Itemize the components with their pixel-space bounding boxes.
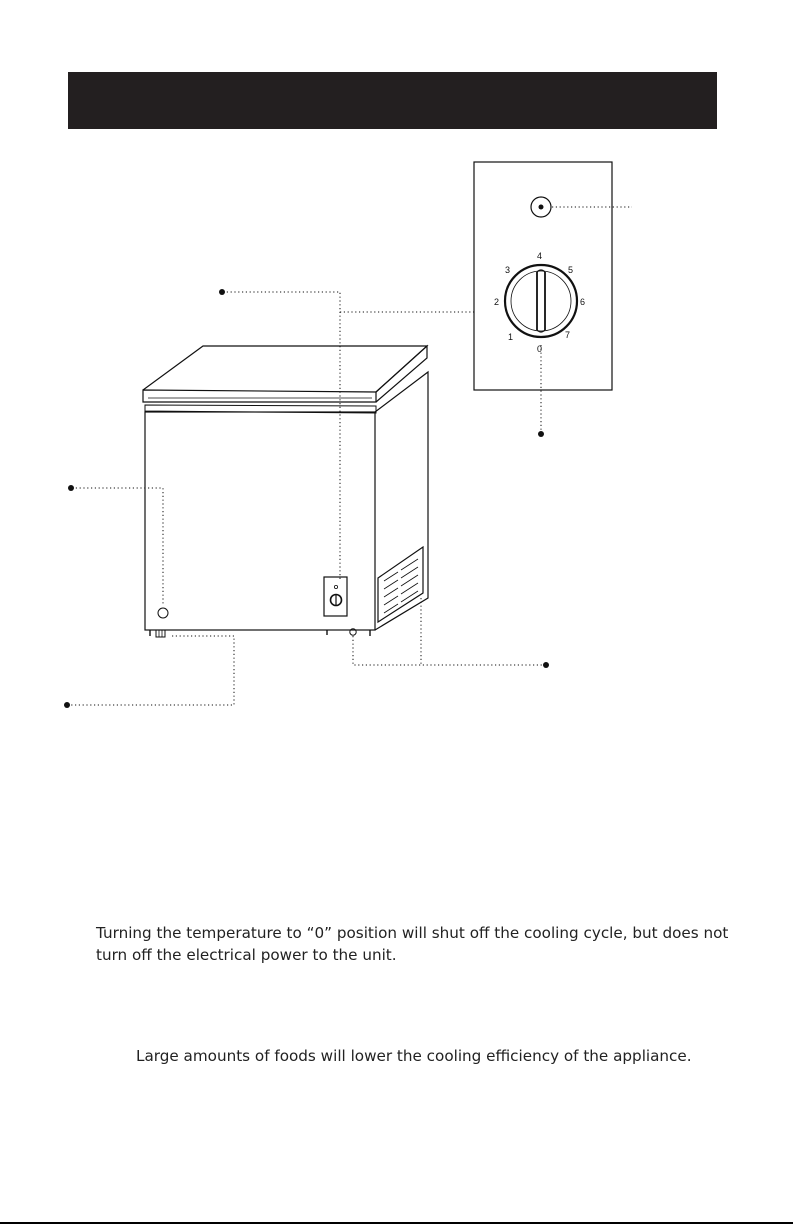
control-panel-enlarged [474,162,612,390]
dial-number-7: 7 [565,330,571,340]
note-food-load: Large amounts of foods will lower the cooling efficiency of the appliance. [136,1047,692,1065]
drain-plug [158,608,168,618]
thermostat-dial-inner [511,271,571,331]
thermostat-dial [505,265,577,337]
dial-number-5: 5 [568,265,574,275]
dial-number-3: 3 [505,265,511,275]
note-zero-position: Turning the temperature to “0” position will shut off the cooling cycle, but does not turn off the electrical power to the unit. [96,924,729,964]
dial-number-0: 0 [537,344,543,354]
dial-number-4: 4 [537,251,543,261]
freezer-lid [143,346,427,413]
dial-number-6: 6 [580,297,586,307]
dial-number-2: 2 [494,297,500,307]
dial-number-1: 1 [508,332,514,342]
footer-rule [0,1222,793,1224]
freezer-body [145,372,428,637]
leveling-foot [156,630,165,637]
